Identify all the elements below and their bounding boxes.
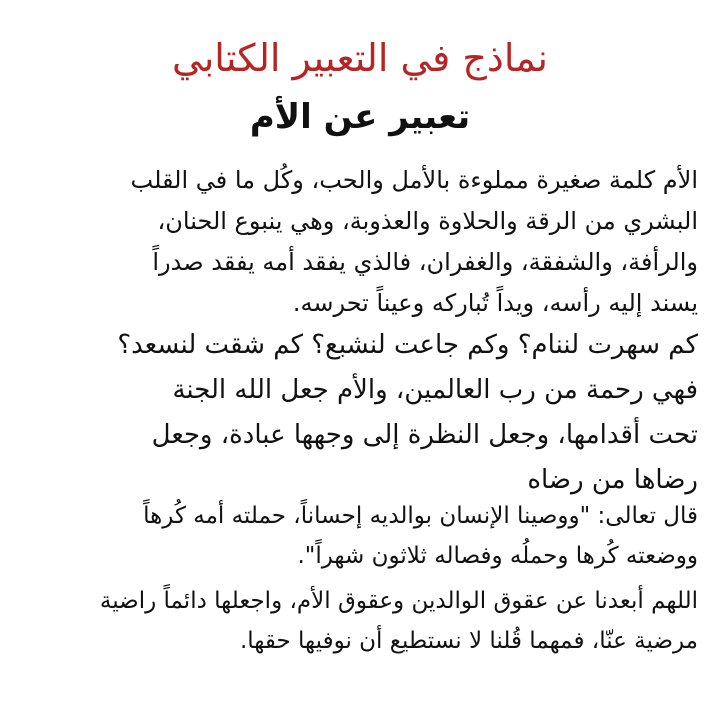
paragraph-intro <box>18 160 698 324</box>
paragraph-line: يسند إليه رأسه، ويداً تُباركه وعيناً تحرسه. <box>292 289 698 317</box>
page-title: نماذج في التعبير الكتابي <box>172 36 548 80</box>
paragraph-line: قال تعالى: "ووصينا الإنسان بوالديه إحساناً، حملته أمه كُرهاً <box>143 503 698 529</box>
paragraph-line: الأم كلمة صغيرة مملوءة بالأمل والحب، وكُل ما في القلب <box>130 166 698 194</box>
page-subtitle: تعبير عن الأم <box>249 97 471 137</box>
paragraph-prayer <box>18 581 698 661</box>
paragraph-line: كم سهرت لننام؟ وكم جاعت لنشبع؟ كم شقت لنسعد؟ <box>117 330 698 360</box>
paragraph-line: تحت أقدامها، وجعل النظرة إلى وجهها عبادة، وجعل <box>151 420 698 450</box>
paragraph-quran-quote <box>18 496 698 576</box>
paragraph-line: اللهم أبعدنا عن عقوق الوالدين وعقوق الأم، واجعلها دائماً راضية <box>99 588 698 614</box>
paragraph-line: ووضعته كُرها وحملُه وفصاله ثلاثون شهراً". <box>297 543 698 569</box>
paragraph-line: البشري من الرقة والحلاوة والعذوبة، وهي ينبوع الحنان، <box>157 207 698 235</box>
paragraph-line: فهي رحمة من رب العالمين، والأم جعل الله الجنة <box>172 375 698 405</box>
paragraph-questions <box>18 323 698 503</box>
paragraph-line: رضاها من رضاه <box>527 465 698 495</box>
paragraph-line: والرأفة، والشفقة، والغفران، فالذي يفقد أمه يفقد صدراً <box>152 248 698 276</box>
paragraph-line: مرضية عنّا، فمهما قُلنا لا نستطيع أن نوفيها حقها. <box>239 628 698 654</box>
